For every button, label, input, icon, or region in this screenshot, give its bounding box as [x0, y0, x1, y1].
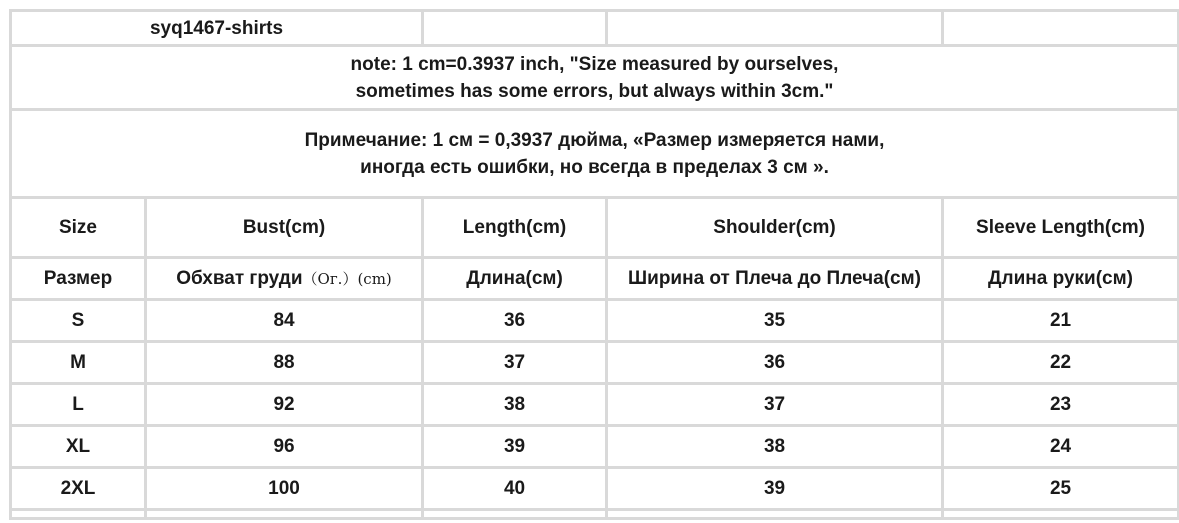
- note-ru-row: [11, 110, 1179, 198]
- sleeve-cell: 22: [943, 342, 1179, 384]
- header-length-ru: Длина(см): [423, 258, 607, 300]
- size-cell: 2XL: [11, 468, 146, 510]
- bust-cell: 88: [146, 342, 423, 384]
- header-row-en: [11, 198, 1179, 258]
- header-row-ru: [11, 258, 1179, 300]
- header-size: Size: [11, 198, 146, 258]
- bust-cell: 84: [146, 300, 423, 342]
- empty-cell: [11, 510, 146, 519]
- size-chart-table: [9, 9, 1179, 520]
- note-en-line2: sometimes has some errors, but always within 3cm.": [355, 80, 834, 102]
- length-cell: 36: [423, 300, 607, 342]
- shoulder-cell: 37: [607, 384, 943, 426]
- note-ru: [11, 110, 1179, 198]
- bust-ru-og: （Ог.）: [302, 269, 358, 288]
- size-cell: S: [11, 300, 146, 342]
- header-bust-ru: [146, 258, 423, 300]
- empty-cell: [607, 11, 943, 46]
- note-ru-line2: иногда есть ошибки, но всегда в пределах 3 см ».: [360, 156, 829, 178]
- shoulder-cell: 38: [607, 426, 943, 468]
- length-cell: 40: [423, 468, 607, 510]
- header-sleeve-ru: Длина руки(см): [943, 258, 1179, 300]
- size-cell: M: [11, 342, 146, 384]
- empty-cell: [423, 11, 607, 46]
- bust-cell: 92: [146, 384, 423, 426]
- product-title: syq1467-shirts: [11, 11, 423, 46]
- header-length: Length(cm): [423, 198, 607, 258]
- table-row: [11, 426, 1179, 468]
- shoulder-cell: 36: [607, 342, 943, 384]
- size-cell: L: [11, 384, 146, 426]
- shoulder-cell: 39: [607, 468, 943, 510]
- sleeve-cell: 25: [943, 468, 1179, 510]
- empty-cell: [943, 510, 1179, 519]
- empty-cell: [423, 510, 607, 519]
- table-row: [11, 384, 1179, 426]
- length-cell: 37: [423, 342, 607, 384]
- sleeve-cell: 21: [943, 300, 1179, 342]
- empty-row: [11, 510, 1179, 519]
- title-row: [11, 11, 1179, 46]
- note-en-row: [11, 46, 1179, 110]
- note-en-line1: note: 1 cm=0.3937 inch, "Size measured by ourselves,: [350, 53, 839, 75]
- bust-cell: 100: [146, 468, 423, 510]
- header-bust: Bust(cm): [146, 198, 423, 258]
- header-shoulder: Shoulder(cm): [607, 198, 943, 258]
- length-cell: 39: [423, 426, 607, 468]
- sleeve-cell: 24: [943, 426, 1179, 468]
- length-cell: 38: [423, 384, 607, 426]
- bust-ru-prefix: Обхват груди: [176, 267, 303, 289]
- size-cell: XL: [11, 426, 146, 468]
- header-shoulder-ru: Ширина от Плеча до Плеча(см): [607, 258, 943, 300]
- table-row: [11, 468, 1179, 510]
- empty-cell: [607, 510, 943, 519]
- note-ru-line1: Примечание: 1 см = 0,3937 дюйма, «Размер измеряется нами,: [304, 129, 885, 151]
- bust-ru-suffix: (cm): [357, 269, 392, 288]
- shoulder-cell: 35: [607, 300, 943, 342]
- empty-cell: [943, 11, 1179, 46]
- table-row: [11, 300, 1179, 342]
- header-sleeve: Sleeve Length(cm): [943, 198, 1179, 258]
- empty-cell: [146, 510, 423, 519]
- note-en: [11, 46, 1179, 110]
- header-size-ru: Размер: [11, 258, 146, 300]
- bust-cell: 96: [146, 426, 423, 468]
- table-row: [11, 342, 1179, 384]
- sleeve-cell: 23: [943, 384, 1179, 426]
